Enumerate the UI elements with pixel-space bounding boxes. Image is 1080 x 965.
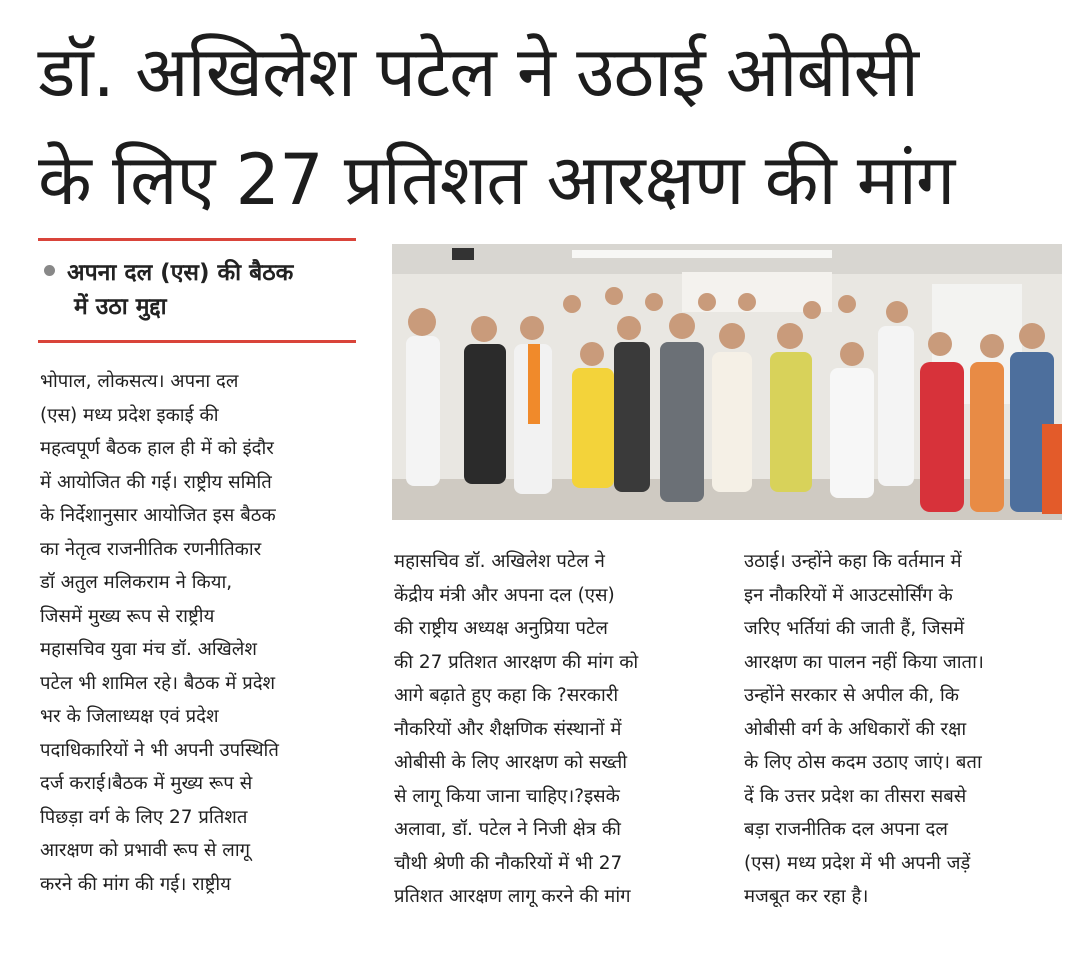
subhead-top-rule — [38, 238, 356, 241]
article-column-3 — [744, 545, 1064, 914]
article-line: जिसमें मुख्य रूप से राष्ट्रीय — [40, 605, 215, 627]
article-line: नौकरियों और शैक्षणिक संस्थानों में — [394, 718, 622, 740]
article-line: आरक्षण का पालन नहीं किया जाता। — [744, 651, 984, 673]
article-line: पटेल भी शामिल रहे। बैठक में प्रदेश — [40, 672, 276, 694]
article-line: ओबीसी वर्ग के अधिकारों की रक्षा — [744, 718, 967, 740]
dateline-text: भोपाल, लोकसत्य। अपना दल — [40, 371, 239, 392]
article-line: केंद्रीय मंत्री और अपना दल (एस) — [394, 584, 615, 606]
article-line: की राष्ट्रीय अध्यक्ष अनुप्रिया पटेल — [394, 618, 608, 639]
group-photo — [392, 244, 1062, 520]
article-line: भर के जिलाध्यक्ष एवं प्रदेश — [40, 706, 219, 727]
article-line: का नेतृत्व राजनीतिक रणनीतिकार — [40, 538, 262, 560]
article-line: के लिए ठोस कदम उठाए जाएं। बता — [744, 752, 982, 773]
subhead-line-2: में उठा मुद्दा — [74, 294, 167, 320]
article-line: आरक्षण को प्रभावी रूप से लागू — [40, 840, 251, 861]
article-line: उठाई। उन्होंने कहा कि वर्तमान में — [744, 551, 962, 572]
article-line: ओबीसी के लिए आरक्षण को सख्ती — [394, 752, 628, 773]
bullet-icon — [44, 265, 55, 276]
article-line: मजबूत कर रहा है। — [744, 886, 869, 907]
article-line: इन नौकरियों में आउटसोर्सिंग के — [744, 584, 953, 606]
article-line: दें कि उत्तर प्रदेश का तीसरा सबसे — [744, 785, 967, 807]
article-line: प्रतिशत आरक्षण लागू करने की मांग — [394, 886, 631, 907]
article-line: महासचिव युवा मंच डॉ. अखिलेश — [40, 639, 257, 660]
article-line: की 27 प्रतिशत आरक्षण की मांग को — [394, 651, 639, 673]
article-line: बड़ा राजनीतिक दल अपना दल — [744, 819, 948, 840]
article-line: दर्ज कराई।बैठक में मुख्य रूप से — [40, 773, 253, 794]
subhead-line-1: अपना दल (एस) की बैठक — [67, 260, 294, 286]
article-line: से लागू किया जाना चाहिए।?इसके — [394, 785, 620, 807]
article-line: (एस) मध्य प्रदेश में भी अपनी जड़ें — [744, 852, 971, 874]
subheading — [44, 256, 354, 324]
article-line: पदाधिकारियों ने भी अपनी उपस्थिति — [40, 739, 279, 761]
article-line: उन्होंने सरकार से अपील की, कि — [744, 685, 959, 706]
subhead-bottom-rule — [38, 340, 356, 343]
headline — [38, 18, 1068, 234]
headline-line-2: के लिए 27 प्रतिशत आरक्षण की मांग — [38, 139, 955, 221]
article-line: अलावा, डॉ. पटेल ने निजी क्षेत्र की — [394, 819, 621, 840]
article-line: महत्वपूर्ण बैठक हाल ही में को इंदौर — [40, 438, 274, 459]
article-line: आगे बढ़ाते हुए कहा कि ?सरकारी — [394, 685, 619, 706]
article-line: में आयोजित की गई। राष्ट्रीय समिति — [40, 471, 272, 493]
article-line: डॉ अतुल मलिकराम ने किया, — [40, 572, 233, 593]
article-line: पिछड़ा वर्ग के लिए 27 प्रतिशत — [40, 806, 248, 828]
article-column-2 — [394, 545, 714, 914]
article-line: करने की मांग की गई। राष्ट्रीय — [40, 873, 231, 895]
headline-line-1: डॉ. अखिलेश पटेल ने उठाई ओबीसी — [38, 31, 919, 113]
article-line: (एस) मध्य प्रदेश इकाई की — [40, 404, 219, 426]
article-line: के निर्देशानुसार आयोजित इस बैठक — [40, 505, 276, 526]
article-line: महासचिव डॉ. अखिलेश पटेल ने — [394, 551, 605, 572]
article-line: जरिए भर्तियां की जाती हैं, जिसमें — [744, 618, 965, 639]
article-line: चौथी श्रेणी की नौकरियों में भी 27 — [394, 852, 623, 874]
article-column-1 — [40, 365, 360, 901]
